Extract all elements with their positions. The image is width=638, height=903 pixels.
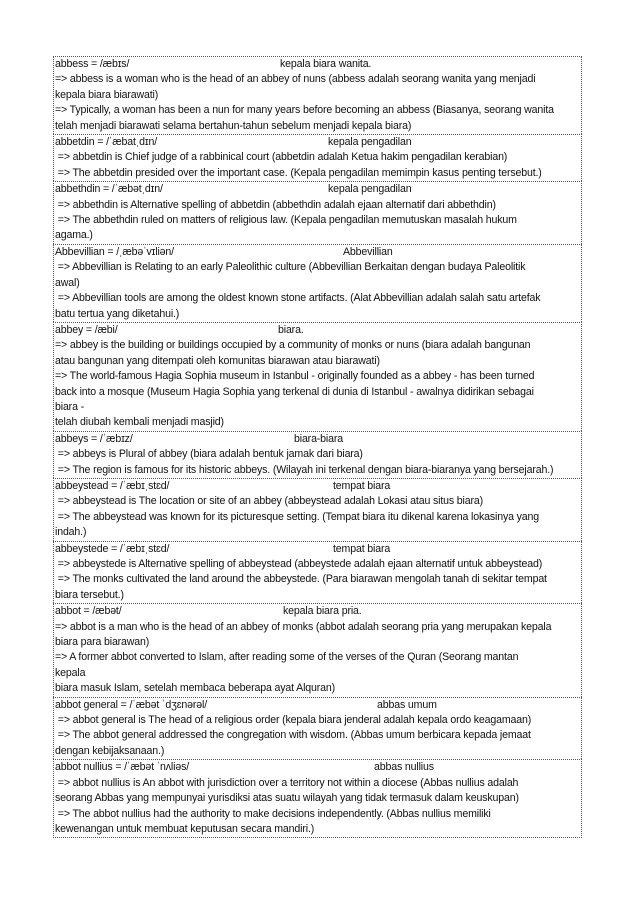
- dictionary-entry: [53, 244, 582, 322]
- entry-translation: biara.: [278, 323, 304, 336]
- dictionary-entry: [53, 759, 582, 838]
- entry-text-line: indah.): [55, 526, 87, 539]
- entry-text-line: back into a mosque (Museum Hagia Sophia yang terkenal di dunia di Istanbul - awalnya didirikan sebagai: [55, 385, 534, 398]
- entry-text-line: => The region is famous for its historic abbeys. (Wilayah ini terkenal dengan biara-biaranya yang bersejarah.): [55, 463, 554, 476]
- entry-text-line: batu tertua yang diketahui.): [55, 307, 180, 320]
- entry-headword: abbot = /æbət/: [55, 605, 122, 618]
- entry-header: [55, 245, 581, 260]
- entry-header: [55, 182, 581, 197]
- entry-text-line: => Abbevillian tools are among the oldest known stone artifacts. (Alat Abbevillian adalah salah satu artefak: [55, 292, 541, 305]
- entry-translation: tempat biara: [333, 479, 391, 492]
- entry-text-line: => Abbevillian is Relating to an early Paleolithic culture (Abbevillian Berkaitan dengan budaya Paleolitik: [55, 261, 526, 274]
- entry-text-line: => abbot general is The head of a religious order (kepala biara jenderal adalah kepala ordo keagamaan): [55, 714, 532, 727]
- entry-header: [55, 135, 581, 150]
- entry-text-line: kewenangan untuk membuat keputusan secara mandiri.): [55, 822, 315, 835]
- entry-text-line: biara para biarawan): [55, 636, 150, 649]
- entry-headword: abbey = /æbi/: [55, 323, 118, 336]
- entry-text-line: => abbess is a woman who is the head of an abbey of nuns (abbess adalah seorang wanita yang menjadi: [55, 73, 536, 86]
- entry-header: [55, 57, 581, 72]
- entry-text-line: => abbey is the building or buildings occupied by a community of monks or nuns (biara adalah bangunan: [55, 339, 531, 352]
- entry-text-line: atau bangunan yang ditempati oleh komunitas biarawan atau biarawati): [55, 354, 380, 367]
- dictionary-entry: [53, 134, 582, 181]
- entry-headword: abbeystede = /ˈæbɪˌstɛd/: [55, 542, 170, 555]
- dictionary-document: [53, 56, 582, 838]
- entry-list: [53, 56, 582, 838]
- entry-translation: tempat biara: [333, 542, 391, 555]
- entry-header: [55, 760, 581, 775]
- entry-headword: abbess = /æbɪs/: [55, 58, 130, 70]
- entry-text-line: => abbot is a man who is the head of an abbey of monks (abbot adalah seorang pria yang merupakan kepala: [55, 620, 552, 633]
- entry-headword: Abbevillian = /ˌæbəˈvɪliən/: [55, 245, 174, 258]
- entry-headword: abbetdin = /ˈæbatˌdɪn/: [55, 136, 158, 149]
- entry-headword: abbethdin = /ˈæbətˌdɪn/: [55, 183, 163, 196]
- entry-text-line: biara tersebut.): [55, 588, 124, 601]
- entry-translation: kepala pengadilan: [328, 136, 412, 149]
- entry-translation: abbas umum: [377, 698, 437, 711]
- dictionary-entry: [53, 322, 582, 431]
- dictionary-entry: [53, 431, 582, 478]
- entry-text-line: => abbeystead is The location or site of an abbey (abbeystead adalah Lokasi atau situs biara): [55, 495, 483, 508]
- entry-translation: biara-biara: [294, 432, 343, 445]
- entry-headword: abbeystead = /ˈæbɪˌstɛd/: [55, 479, 170, 492]
- dictionary-entry: [53, 56, 582, 134]
- entry-header: [55, 323, 581, 338]
- entry-translation: kepala biara pria.: [283, 605, 362, 618]
- dictionary-entry: [53, 181, 582, 244]
- entry-text-line: => abbeystede is Alternative spelling of abbeystead (abbeystede adalah ejaan alternatif untuk abbeystead): [55, 558, 543, 570]
- entry-text-line: => The abbot general addressed the congregation with wisdom. (Abbas umum berbicara kepada jemaat: [55, 729, 531, 742]
- entry-text-line: => The abbeystead was known for its picturesque setting. (Tempat biara itu dikenal karena lokasinya yang: [55, 510, 540, 523]
- dictionary-entry: [53, 541, 582, 604]
- entry-text-line: => The abbot nullius had the authority to make decisions independently. (Abbas nullius memiliki: [55, 807, 491, 820]
- entry-translation: Abbevillian: [343, 245, 393, 258]
- dictionary-entry: [53, 697, 582, 760]
- entry-header: [55, 698, 581, 713]
- entry-text-line: kepala biara biarawati): [55, 88, 159, 101]
- entry-text-line: => abbethdin is Alternative spelling of abbetdin (abbethdin adalah ejaan alternatif dari abbethdin): [55, 198, 496, 211]
- dictionary-entry: [53, 478, 582, 541]
- entry-text-line: => The abbethdin ruled on matters of religious law. (Kepala pengadilan memutuskan masalah hukum: [55, 214, 517, 227]
- entry-headword: abbot nullius = /ˈæbət ˈnʌliəs/: [55, 761, 190, 774]
- entry-text-line: telah diubah kembali menjadi masjid): [55, 416, 224, 429]
- entry-text-line: => The world-famous Hagia Sophia museum in Istanbul - originally founded as a abbey - has been turned: [55, 370, 535, 383]
- entry-header: [55, 432, 581, 447]
- entry-text-line: => The monks cultivated the land around the abbeystede. (Para biarawan mengolah tanah di sekitar tempat: [55, 573, 547, 586]
- entry-text-line: => abbetdin is Chief judge of a rabbinical court (abbetdin adalah Ketua hakim pengadilan kerabian): [55, 151, 508, 164]
- entry-text-line: seorang Abbas yang mempunyai yurisdiksi atas suatu wilayah yang tidak termasuk dalam keuskupan): [55, 792, 519, 805]
- entry-text-line: => abbeys is Plural of abbey (biara adalah bentuk jamak dari biara): [55, 448, 363, 461]
- entry-translation: kepala biara wanita.: [280, 58, 372, 70]
- entry-text-line: telah menjadi biarawati selama bertahun-tahun sebelum menjadi kepala biara): [55, 119, 412, 132]
- entry-text-line: biara -: [55, 400, 84, 413]
- entry-text-line: kepala: [55, 666, 86, 679]
- entry-text-line: => A former abbot converted to Islam, after reading some of the verses of the Quran (Seorang mantan: [55, 651, 519, 664]
- entry-text-line: dengan kebijaksanaan.): [55, 744, 165, 757]
- entry-translation: kepala pengadilan: [328, 183, 412, 196]
- entry-header: [55, 479, 581, 494]
- entry-headword: abbot general = /ˈæbət ˈdʒɛnərəl/: [55, 698, 208, 711]
- entry-headword: abbeys = /ˈæbɪz/: [55, 432, 133, 445]
- entry-header: [55, 542, 581, 557]
- entry-translation: abbas nullius: [374, 761, 434, 774]
- entry-text-line: biara masuk Islam, setelah membaca beberapa ayat Alquran): [55, 682, 335, 695]
- entry-text-line: awal): [55, 276, 80, 289]
- entry-text-line: => abbot nullius is An abbot with jurisdiction over a territory not within a diocese (Abbas nullius adalah: [55, 776, 519, 789]
- dictionary-entry: [53, 603, 582, 696]
- entry-text-line: agama.): [55, 229, 93, 242]
- entry-header: [55, 604, 581, 619]
- entry-text-line: => The abbetdin presided over the important case. (Kepala pengadilan memimpin kasus penting tersebut.): [55, 166, 542, 179]
- entry-text-line: => Typically, a woman has been a nun for many years before becoming an abbess (Biasanya, seorang wanita: [55, 104, 554, 117]
